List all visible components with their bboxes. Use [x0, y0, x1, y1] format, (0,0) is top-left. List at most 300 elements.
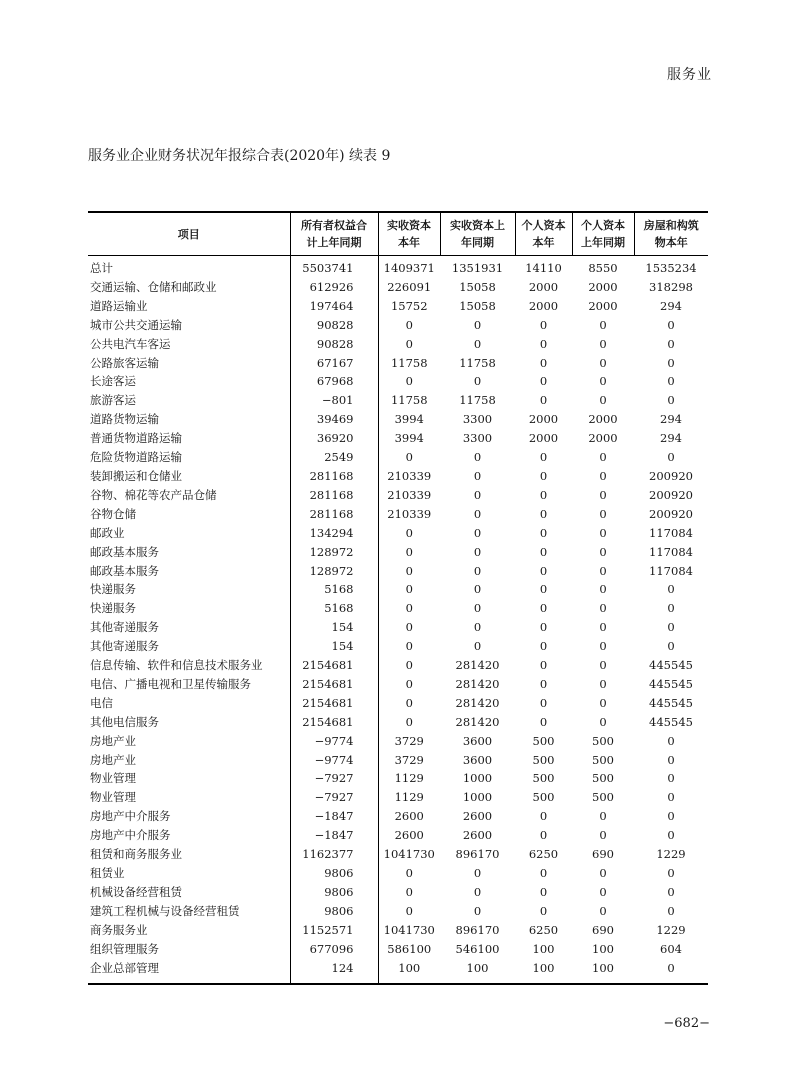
cell-value: 200920 — [649, 487, 693, 502]
cell-value: 0 — [378, 580, 440, 599]
cell-value: 500 — [592, 790, 614, 805]
cell-value: 604 — [660, 941, 682, 956]
row-label: 道路运输业 — [90, 298, 148, 313]
cell-value: 1351931 — [451, 261, 504, 275]
cell-value: 0 — [378, 656, 440, 675]
cell-value: 0 — [539, 450, 548, 465]
header-line: 实收资本 — [387, 219, 431, 232]
cell-value: 2000 — [588, 279, 618, 294]
cell-value: 0 — [667, 960, 675, 975]
row-label: 商务服务业 — [90, 922, 148, 937]
cell-value: 117084 — [649, 544, 693, 559]
cell-value: 11758 — [459, 355, 496, 370]
row-label: 房地产中介服务 — [90, 809, 171, 824]
table-row — [88, 543, 708, 562]
cell-value: 281420 — [455, 658, 500, 673]
cell-value: 0 — [539, 468, 548, 483]
cell-value: 226091 — [378, 278, 440, 297]
row-label: 物业管理 — [90, 771, 136, 786]
cell-value: 445545 — [649, 676, 693, 691]
header-line: 上年同期 — [581, 236, 625, 249]
table-row — [88, 335, 708, 354]
table-row — [88, 278, 708, 297]
cell-value: 0 — [599, 563, 607, 578]
cell-value: 11758 — [378, 354, 440, 373]
cell-value: 0 — [539, 620, 548, 635]
cell-value: 0 — [667, 752, 675, 767]
cell-value: 0 — [539, 903, 548, 918]
cell-value: −7927 — [290, 788, 378, 807]
cell-value: 90828 — [290, 335, 378, 354]
cell-value: 1041730 — [378, 845, 440, 864]
cell-value: 9806 — [290, 902, 378, 921]
cell-value: 2000 — [588, 431, 618, 446]
cell-value: 0 — [667, 884, 675, 899]
row-label: 物业管理 — [90, 790, 136, 805]
cell-value: 0 — [667, 450, 675, 465]
cell-value: 39469 — [290, 410, 378, 429]
cell-value: 9806 — [290, 883, 378, 902]
cell-value: 210339 — [378, 467, 440, 486]
cell-value: 6250 — [528, 922, 559, 937]
row-label: 快递服务 — [90, 582, 136, 597]
cell-value: 500 — [532, 790, 555, 805]
cell-value: 0 — [539, 563, 548, 578]
cell-value: 0 — [599, 468, 607, 483]
cell-value: −801 — [290, 391, 378, 410]
cell-value: 0 — [539, 828, 548, 843]
cell-value: 14110 — [525, 261, 562, 275]
cell-value: 3729 — [378, 732, 440, 751]
row-label: 电信、广播电视和卫星传输服务 — [90, 676, 251, 691]
cell-value: 2000 — [528, 298, 559, 313]
cell-value: 0 — [378, 543, 440, 562]
cell-value: 3300 — [462, 412, 493, 427]
cell-value: 500 — [592, 733, 614, 748]
cell-value: 154 — [290, 637, 378, 656]
cell-value: 2000 — [528, 431, 559, 446]
cell-value: 200920 — [649, 506, 693, 521]
cell-value: 0 — [473, 336, 482, 351]
cell-value: 2154681 — [290, 675, 378, 694]
financial-table — [88, 211, 708, 985]
cell-value: 0 — [599, 336, 607, 351]
cell-value: 0 — [539, 676, 548, 691]
row-label: 谷物、棉花等农产品仓储 — [90, 487, 217, 502]
cell-value: 197464 — [290, 297, 378, 316]
cell-value: 90828 — [290, 316, 378, 335]
row-label: 普通货物道路运输 — [90, 431, 182, 446]
cell-value: 445545 — [649, 714, 693, 729]
cell-value: 0 — [599, 714, 607, 729]
row-label: 房地产中介服务 — [90, 828, 171, 843]
row-label: 公共电汽车客运 — [90, 336, 171, 351]
cell-value: 0 — [599, 544, 607, 559]
row-label: 道路货物运输 — [90, 412, 159, 427]
cell-value: 100 — [532, 941, 555, 956]
cell-value: 0 — [667, 866, 675, 880]
cell-value: 2600 — [378, 807, 440, 826]
row-label: 邮政基本服务 — [90, 563, 159, 578]
cell-value: 0 — [378, 316, 440, 335]
cell-value: 0 — [667, 336, 675, 351]
cell-value: 0 — [539, 393, 548, 408]
cell-value: 0 — [539, 884, 548, 899]
table-row — [88, 845, 708, 864]
table-row — [88, 256, 708, 278]
cell-value: 586100 — [378, 940, 440, 959]
column-header-5 — [572, 212, 634, 256]
table-header-row — [88, 212, 708, 256]
cell-value: 3600 — [462, 733, 493, 748]
cell-value: 0 — [539, 374, 548, 389]
cell-value: 200920 — [649, 468, 693, 483]
cell-value: 6250 — [528, 847, 559, 862]
cell-value: 2154681 — [290, 694, 378, 713]
cell-value: 0 — [599, 903, 607, 918]
cell-value: 445545 — [649, 658, 693, 673]
cell-value: 0 — [539, 355, 548, 370]
header-line: 年同期 — [461, 236, 494, 249]
column-header-4 — [515, 212, 572, 256]
cell-value: 2600 — [462, 828, 493, 843]
cell-value: 1129 — [378, 788, 440, 807]
cell-value: 294 — [660, 298, 682, 313]
cell-value: 3994 — [378, 410, 440, 429]
cell-value: 3729 — [378, 751, 440, 770]
cell-value: 0 — [473, 544, 482, 559]
cell-value: 0 — [539, 336, 548, 351]
table-row — [88, 297, 708, 316]
cell-value: 0 — [539, 809, 548, 824]
cell-value: 0 — [667, 355, 675, 370]
row-label: 房地产业 — [90, 733, 136, 748]
cell-value: 0 — [667, 771, 675, 786]
cell-value: 281420 — [455, 695, 500, 710]
cell-value: 0 — [473, 487, 482, 502]
cell-value: 15058 — [459, 279, 496, 294]
row-label: 组织管理服务 — [90, 941, 159, 956]
cell-value: 11758 — [459, 393, 496, 408]
cell-value: 0 — [599, 809, 607, 824]
table-row — [88, 580, 708, 599]
cell-value: 67167 — [290, 354, 378, 373]
table-body — [88, 256, 708, 985]
cell-value: 0 — [378, 883, 440, 902]
table-row — [88, 807, 708, 826]
cell-value: 0 — [599, 487, 607, 502]
row-label: 信息传输、软件和信息技术服务业 — [90, 658, 263, 673]
cell-value: 100 — [378, 959, 440, 985]
cell-value: 0 — [667, 393, 675, 408]
header-line: 本年 — [398, 236, 420, 249]
column-header-item — [88, 212, 290, 256]
cell-value: 0 — [599, 866, 607, 880]
cell-value: 0 — [539, 639, 548, 654]
row-label: 租赁业 — [90, 866, 125, 880]
cell-value: 1041730 — [378, 921, 440, 940]
cell-value: 0 — [378, 448, 440, 467]
table-row — [88, 694, 708, 713]
row-label: 装卸搬运和仓储业 — [90, 468, 182, 483]
cell-value: 0 — [599, 601, 607, 616]
cell-value: 0 — [599, 374, 607, 389]
cell-value: 0 — [378, 902, 440, 921]
cell-value: 281168 — [290, 505, 378, 524]
cell-value: 1229 — [656, 847, 686, 862]
cell-value: 8550 — [588, 261, 618, 275]
cell-value: 0 — [667, 809, 675, 824]
row-label: 其他电信服务 — [90, 714, 159, 729]
cell-value: −1847 — [290, 826, 378, 845]
table-row — [88, 921, 708, 940]
cell-value: 500 — [592, 771, 614, 786]
header-line: 个人资本 — [581, 219, 625, 232]
table-row — [88, 713, 708, 732]
cell-value: 210339 — [378, 505, 440, 524]
cell-value: 1409371 — [378, 256, 440, 278]
cell-value: 0 — [473, 374, 482, 389]
table-row — [88, 788, 708, 807]
cell-value: 896170 — [455, 922, 500, 937]
row-label: 总计 — [90, 261, 113, 275]
cell-value: 0 — [667, 620, 675, 635]
cell-value: 281168 — [290, 486, 378, 505]
table-row — [88, 391, 708, 410]
cell-value: 1129 — [378, 769, 440, 788]
cell-value: 0 — [667, 601, 675, 616]
header-line: 项目 — [177, 227, 200, 241]
cell-value: 896170 — [455, 847, 500, 862]
cell-value: 36920 — [290, 429, 378, 448]
cell-value: 0 — [599, 506, 607, 521]
cell-value: 0 — [539, 525, 548, 540]
cell-value: 0 — [378, 618, 440, 637]
cell-value: 1000 — [462, 790, 493, 805]
table-row — [88, 467, 708, 486]
table-row — [88, 940, 708, 959]
cell-value: 1152571 — [290, 921, 378, 940]
table-row — [88, 410, 708, 429]
table-row — [88, 599, 708, 618]
row-label: 其他寄递服务 — [90, 639, 159, 654]
cell-value: 0 — [539, 317, 548, 332]
cell-value: 0 — [473, 506, 482, 521]
cell-value: 281420 — [455, 676, 500, 691]
cell-value: 0 — [599, 639, 607, 654]
cell-value: 5168 — [290, 599, 378, 618]
cell-value: −7927 — [290, 769, 378, 788]
table-row — [88, 316, 708, 335]
cell-value: 9806 — [290, 864, 378, 883]
table-row — [88, 429, 708, 448]
row-label: 机械设备经营租赁 — [90, 884, 182, 899]
row-label: 旅游客运 — [90, 393, 136, 408]
table-row — [88, 675, 708, 694]
cell-value: 500 — [592, 752, 614, 767]
table-row — [88, 562, 708, 581]
cell-value: 0 — [473, 903, 482, 918]
header-line: 所有者权益合 — [301, 219, 367, 232]
cell-value: 0 — [599, 695, 607, 710]
cell-value: 0 — [378, 372, 440, 391]
table-row — [88, 769, 708, 788]
cell-value: 294 — [660, 412, 682, 427]
cell-value: 1229 — [656, 922, 686, 937]
table-row — [88, 883, 708, 902]
page-number: −682− — [663, 1016, 710, 1031]
cell-value: 546100 — [455, 941, 500, 956]
table-title: 服务业企业财务状况年报综合表(2020年) 续表 9 — [88, 148, 391, 164]
cell-value: 100 — [466, 960, 489, 975]
cell-value: 1000 — [462, 771, 493, 786]
cell-value: 0 — [599, 317, 607, 332]
table-row — [88, 486, 708, 505]
row-label: 邮政基本服务 — [90, 544, 159, 559]
cell-value: 5503741 — [290, 256, 378, 278]
cell-value: 500 — [532, 752, 555, 767]
cell-value: 0 — [378, 675, 440, 694]
cell-value: 154 — [290, 618, 378, 637]
cell-value: 0 — [599, 676, 607, 691]
header-line: 物本年 — [654, 236, 688, 249]
cell-value: 0 — [599, 582, 607, 597]
cell-value: 0 — [599, 658, 607, 673]
cell-value: 0 — [378, 694, 440, 713]
column-header-6 — [634, 212, 708, 256]
header-line: 房屋和构筑 — [643, 219, 699, 232]
row-label: 长途客运 — [90, 374, 136, 389]
cell-value: 11758 — [378, 391, 440, 410]
cell-value: 0 — [378, 599, 440, 618]
row-label: 城市公共交通运输 — [90, 317, 182, 332]
cell-value: 0 — [667, 317, 675, 332]
cell-value: 0 — [473, 450, 482, 465]
column-header-2 — [378, 212, 440, 256]
cell-value: 318298 — [649, 279, 693, 294]
cell-value: 128972 — [290, 543, 378, 562]
cell-value: 445545 — [649, 695, 693, 710]
cell-value: 0 — [667, 790, 675, 805]
row-label: 房地产业 — [90, 752, 136, 767]
cell-value: 0 — [473, 639, 482, 654]
cell-value: 210339 — [378, 486, 440, 505]
table-row — [88, 372, 708, 391]
cell-value: 0 — [539, 544, 548, 559]
data-table-container — [88, 211, 708, 985]
cell-value: 0 — [539, 714, 548, 729]
cell-value: 1535234 — [645, 261, 697, 275]
table-row — [88, 826, 708, 845]
row-label: 企业总部管理 — [90, 960, 159, 975]
cell-value: 0 — [539, 487, 548, 502]
cell-value: 2000 — [528, 412, 559, 427]
cell-value: 1162377 — [290, 845, 378, 864]
cell-value: 128972 — [290, 562, 378, 581]
cell-value: 0 — [473, 884, 482, 899]
table-row — [88, 656, 708, 675]
column-header-3 — [440, 212, 515, 256]
cell-value: 0 — [599, 828, 607, 843]
cell-value: 0 — [539, 695, 548, 710]
cell-value: 0 — [378, 713, 440, 732]
cell-value: 0 — [473, 525, 482, 540]
cell-value: 0 — [599, 620, 607, 635]
cell-value: 0 — [378, 864, 440, 883]
table-row — [88, 618, 708, 637]
cell-value: 690 — [592, 847, 614, 862]
table-row — [88, 354, 708, 373]
header-line: 个人资本 — [521, 219, 566, 232]
cell-value: 0 — [599, 393, 607, 408]
table-row — [88, 864, 708, 883]
cell-value: 0 — [473, 317, 482, 332]
cell-value: 2600 — [462, 809, 493, 824]
cell-value: 294 — [660, 431, 682, 446]
cell-value: 3300 — [462, 431, 493, 446]
row-label: 租赁和商务服务业 — [90, 847, 182, 862]
cell-value: 0 — [599, 884, 607, 899]
cell-value: 281420 — [455, 714, 500, 729]
table-row — [88, 448, 708, 467]
cell-value: 281168 — [290, 467, 378, 486]
cell-value: 0 — [473, 620, 482, 635]
cell-value: 2549 — [290, 448, 378, 467]
row-label: 危险货物道路运输 — [90, 450, 182, 465]
cell-value: 117084 — [649, 525, 693, 540]
cell-value: 612926 — [290, 278, 378, 297]
cell-value: 100 — [592, 941, 614, 956]
cell-value: 2154681 — [290, 656, 378, 675]
row-label: 谷物仓储 — [90, 506, 136, 521]
cell-value: 0 — [473, 582, 482, 597]
cell-value: 2000 — [588, 412, 618, 427]
row-label: 其他寄递服务 — [90, 620, 159, 635]
table-row — [88, 637, 708, 656]
cell-value: 500 — [532, 733, 555, 748]
cell-value: 0 — [667, 374, 675, 389]
row-label: 电信 — [90, 695, 113, 710]
cell-value: 134294 — [290, 524, 378, 543]
row-label: 快递服务 — [90, 601, 136, 616]
header-line: 计上年同期 — [306, 236, 362, 249]
cell-value: 2000 — [588, 298, 618, 313]
cell-value: 3994 — [378, 429, 440, 448]
cell-value: 3600 — [462, 752, 493, 767]
cell-value: 0 — [539, 866, 548, 880]
cell-value: 500 — [532, 771, 555, 786]
table-row — [88, 505, 708, 524]
cell-value: 0 — [539, 582, 548, 597]
table-row — [88, 959, 708, 985]
cell-value: 0 — [599, 525, 607, 540]
cell-value: 117084 — [649, 563, 693, 578]
cell-value: 15752 — [378, 297, 440, 316]
cell-value: 690 — [592, 922, 614, 937]
cell-value: 0 — [667, 828, 675, 843]
cell-value: 2154681 — [290, 713, 378, 732]
table-row — [88, 751, 708, 770]
cell-value: 2000 — [528, 279, 559, 294]
cell-value: 0 — [378, 524, 440, 543]
cell-value: 0 — [378, 637, 440, 656]
cell-value: 0 — [378, 562, 440, 581]
section-header: 服务业 — [667, 67, 712, 83]
cell-value: 100 — [592, 960, 614, 975]
cell-value: −9774 — [290, 751, 378, 770]
row-label: 邮政业 — [90, 525, 125, 540]
cell-value: −1847 — [290, 807, 378, 826]
